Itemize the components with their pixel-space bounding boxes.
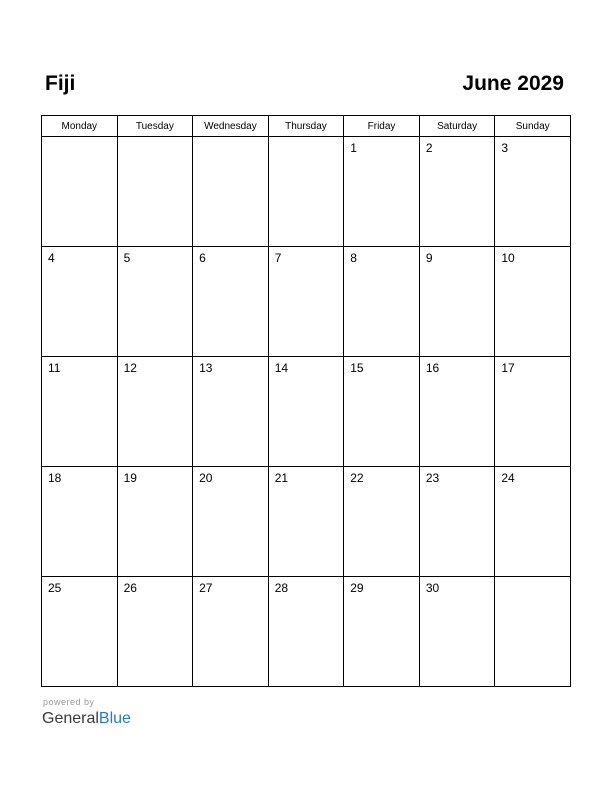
day-cell <box>495 467 571 577</box>
day-cell <box>193 467 269 577</box>
day-cell <box>344 137 420 247</box>
day-cell <box>495 357 571 467</box>
day-number: 4 <box>48 251 55 265</box>
day-cell <box>42 467 118 577</box>
day-number: 17 <box>501 361 515 375</box>
day-cell <box>117 247 193 357</box>
day-cell <box>344 247 420 357</box>
day-number: 2 <box>425 141 433 155</box>
weekday-header-friday: Friday <box>344 116 420 137</box>
day-cell <box>193 357 269 467</box>
weekday-header-thursday: Thursday <box>268 116 344 137</box>
day-number: 5 <box>123 251 131 265</box>
day-cell <box>42 247 118 357</box>
day-number: 18 <box>48 471 62 485</box>
day-cell <box>117 577 193 687</box>
day-number: 8 <box>350 251 357 265</box>
day-number: 13 <box>199 361 213 375</box>
day-number: 20 <box>199 471 213 485</box>
weekday-header-row <box>42 116 571 137</box>
calendar-grid <box>41 115 571 687</box>
day-number: 1 <box>350 141 357 155</box>
weekday-header-monday: Monday <box>42 116 118 137</box>
day-cell <box>419 467 495 577</box>
day-cell <box>419 247 495 357</box>
day-cell <box>344 467 420 577</box>
day-cell <box>419 137 495 247</box>
month-year-title: June 2029 <box>462 72 564 95</box>
day-number <box>269 137 344 141</box>
day-cell <box>419 577 495 687</box>
day-number <box>495 577 570 581</box>
day-cell <box>344 577 420 687</box>
day-number: 16 <box>425 361 440 375</box>
day-number: 24 <box>501 471 515 485</box>
day-number: 15 <box>350 361 364 375</box>
brand-name-general: General <box>42 710 99 727</box>
day-cell <box>42 577 118 687</box>
day-cell <box>268 137 344 247</box>
powered-by-label: powered by <box>43 697 95 707</box>
day-cell <box>117 467 193 577</box>
day-number <box>193 137 268 141</box>
day-number: 30 <box>425 581 440 595</box>
day-number: 29 <box>350 581 364 595</box>
week-row <box>42 467 571 577</box>
day-cell <box>193 577 269 687</box>
day-number: 19 <box>123 471 137 485</box>
day-cell <box>117 137 193 247</box>
generalblue-logo[interactable] <box>42 709 131 729</box>
day-number: 11 <box>48 361 61 375</box>
day-number: 23 <box>425 471 440 485</box>
day-cell <box>42 357 118 467</box>
day-number: 25 <box>48 581 62 595</box>
day-cell <box>42 137 118 247</box>
day-number <box>118 137 193 141</box>
weekday-header-saturday: Saturday <box>419 116 495 137</box>
week-row <box>42 137 571 247</box>
day-number: 22 <box>350 471 364 485</box>
day-number: 6 <box>199 251 206 265</box>
day-cell <box>268 577 344 687</box>
day-number: 21 <box>274 471 289 485</box>
day-cell <box>193 137 269 247</box>
week-row <box>42 577 571 687</box>
brand-name-blue: Blue <box>98 710 131 727</box>
country-name: Fiji <box>45 72 76 95</box>
day-number: 27 <box>199 581 213 595</box>
week-row <box>42 247 571 357</box>
day-number: 7 <box>274 251 282 265</box>
day-cell <box>495 577 571 687</box>
day-cell <box>268 357 344 467</box>
day-cell <box>268 247 344 357</box>
day-cell <box>495 247 571 357</box>
week-row <box>42 357 571 467</box>
weekday-header-tuesday: Tuesday <box>117 116 193 137</box>
weekday-header-sunday: Sunday <box>495 116 571 137</box>
day-cell <box>495 137 571 247</box>
day-cell <box>117 357 193 467</box>
day-number: 12 <box>123 361 137 375</box>
day-number: 28 <box>274 581 289 595</box>
day-number: 10 <box>501 251 515 265</box>
day-number: 14 <box>274 361 289 375</box>
day-number: 26 <box>123 581 137 595</box>
day-cell <box>344 357 420 467</box>
weekday-header-wednesday: Wednesday <box>193 116 269 137</box>
day-number: 3 <box>501 141 509 155</box>
day-number: 9 <box>425 251 433 265</box>
footer-branding <box>42 697 131 729</box>
day-cell <box>193 247 269 357</box>
day-cell <box>268 467 344 577</box>
day-number <box>42 137 117 141</box>
day-cell <box>419 357 495 467</box>
